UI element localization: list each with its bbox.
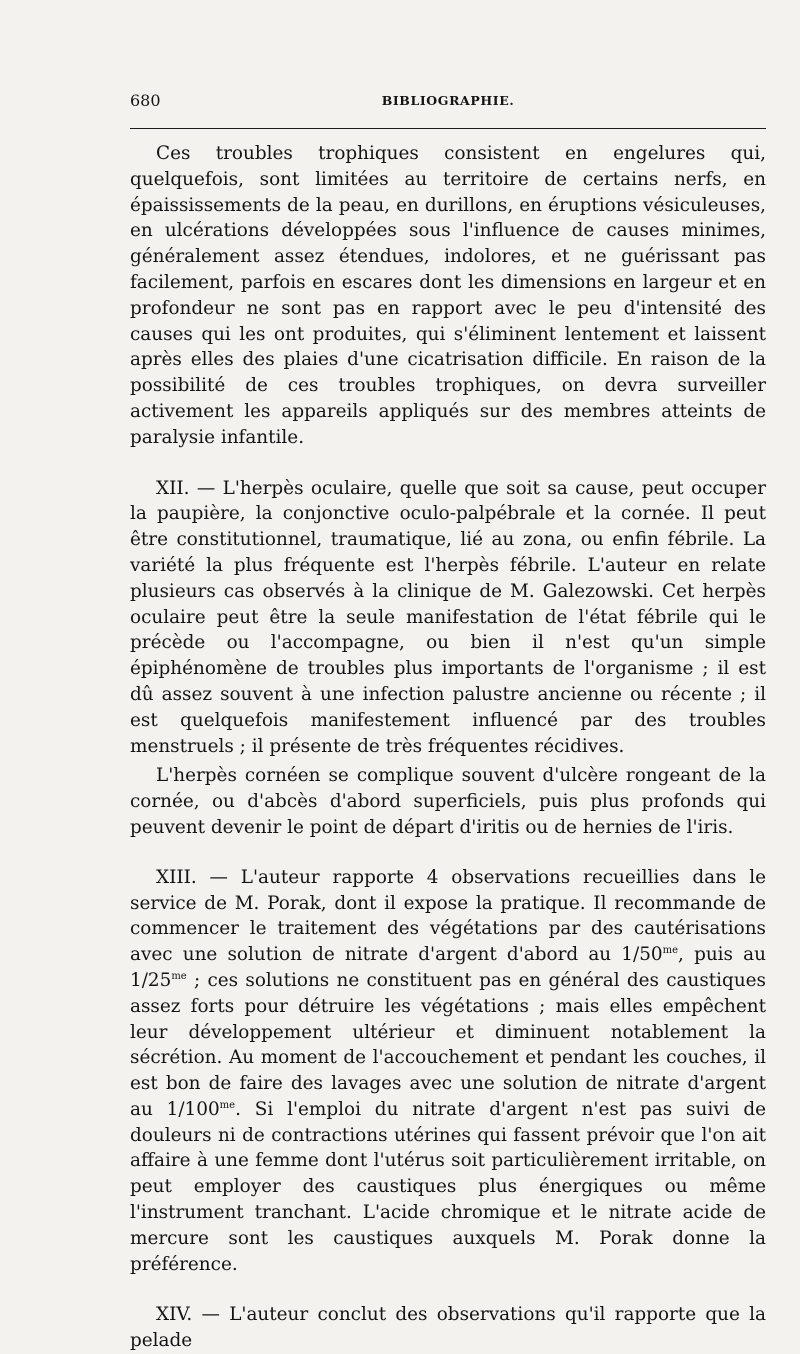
text-run: XIII. — L'auteur rapporte 4 observations recueillies dans le service de M. Porak, dont il expose la pratique. Il recommande de commencer le traitement des végétations par des cautérisations avec une solution de nitrate d'argent d'abord au 1/50: [130, 866, 766, 966]
paragraph-trophic-troubles: Ces troubles trophiques consistent en engelures qui, quelquefois, sont limitées au territoire de certains nerfs, en épaississements de la peau, en durillons, en éruptions vésiculeuses, en ulcérations développées sous l'influence de causes minimes, généralement assez étendues, indolores, et ne guérissant pas facilement, parfois en escares dont les dimensions en largeur et en profondeur ne sont pas en rapport avec le peu d'intensité des causes qui les ont produites, qui s'éliminent lentement et laissent après elles des plaies d'une cicatrisation difficile. En raison de la possibilité de ces troubles trophiques, on devra surveiller activement les appareils appliqués sur des membres atteints de paralysie infantile.: [130, 143, 766, 448]
page-header: [130, 91, 766, 117]
text-run: . Si l'emploi du nitrate d'argent n'est pas suivi de douleurs ni de contractions utérines qui fassent prévoir que l'on ait affaire à une femme dont l'utérus soit particulièrement irritable, on peut employer des caustiques plus énergiques ou même l'instrument tranchant. L'acide chromique et le nitrate acide de mercure sont les caustiques auxquels M. Porak donne la préférence.: [130, 1098, 766, 1275]
paragraph-xiii-porak: [130, 865, 766, 1278]
text-run: ; ces solutions ne constituent pas en général des caustiques assez forts pour détruire les végétations ; mais elles empêchent leur développement ultérieur et diminuent notablement la sécrétion. Au moment de l'accouchement et pendant les couches, il est bon de faire des lavages avec une solution de nitrate d'argent au 1/100: [130, 969, 766, 1120]
body-text: [130, 141, 766, 1354]
paragraph-herpes-corneen: L'herpès cornéen se complique souvent d'ulcère rongeant de la cornée, ou d'abcès d'abord superficiels, puis plus profonds qui peuvent devenir le point de départ d'iritis ou de hernies de l'iris.: [130, 765, 766, 838]
paragraph-xiv-pelade: XIV. — L'auteur conclut des observations qu'il rapporte que la pelade: [130, 1304, 766, 1352]
text-run: , puis au 1/25: [130, 944, 766, 991]
superscript: me: [662, 944, 679, 956]
superscript: me: [219, 1099, 236, 1111]
paragraph-xii-herpes: XII. — L'herpès oculaire, quelle que soit sa cause, peut occuper la paupière, la conjonctive oculo-palpébrale et la cornée. Il peut être constitutionnel, traumatique, lié au zona, ou enfin fébrile. La variété la plus fréquente est l'herpès fébrile. L'auteur en relate plusieurs cas observés à la clinique de M. Galezowski. Cet herpès oculaire peut être la seule manifestation de l'état fébrile qui le précède ou l'accompagne, ou bien il n'est qu'un simple épiphénomène de troubles plus importants de l'organisme ; il est dû assez souvent à une infection palustre ancienne ou récente ; il est quelquefois manifestement influencé par des troubles menstruels ; il présente de très fréquentes récidives.: [130, 477, 766, 757]
running-title: BIBLIOGRAPHIE.: [381, 93, 515, 108]
superscript: me: [171, 970, 187, 982]
header-rule: [130, 128, 766, 129]
page-number: 680: [130, 91, 161, 110]
